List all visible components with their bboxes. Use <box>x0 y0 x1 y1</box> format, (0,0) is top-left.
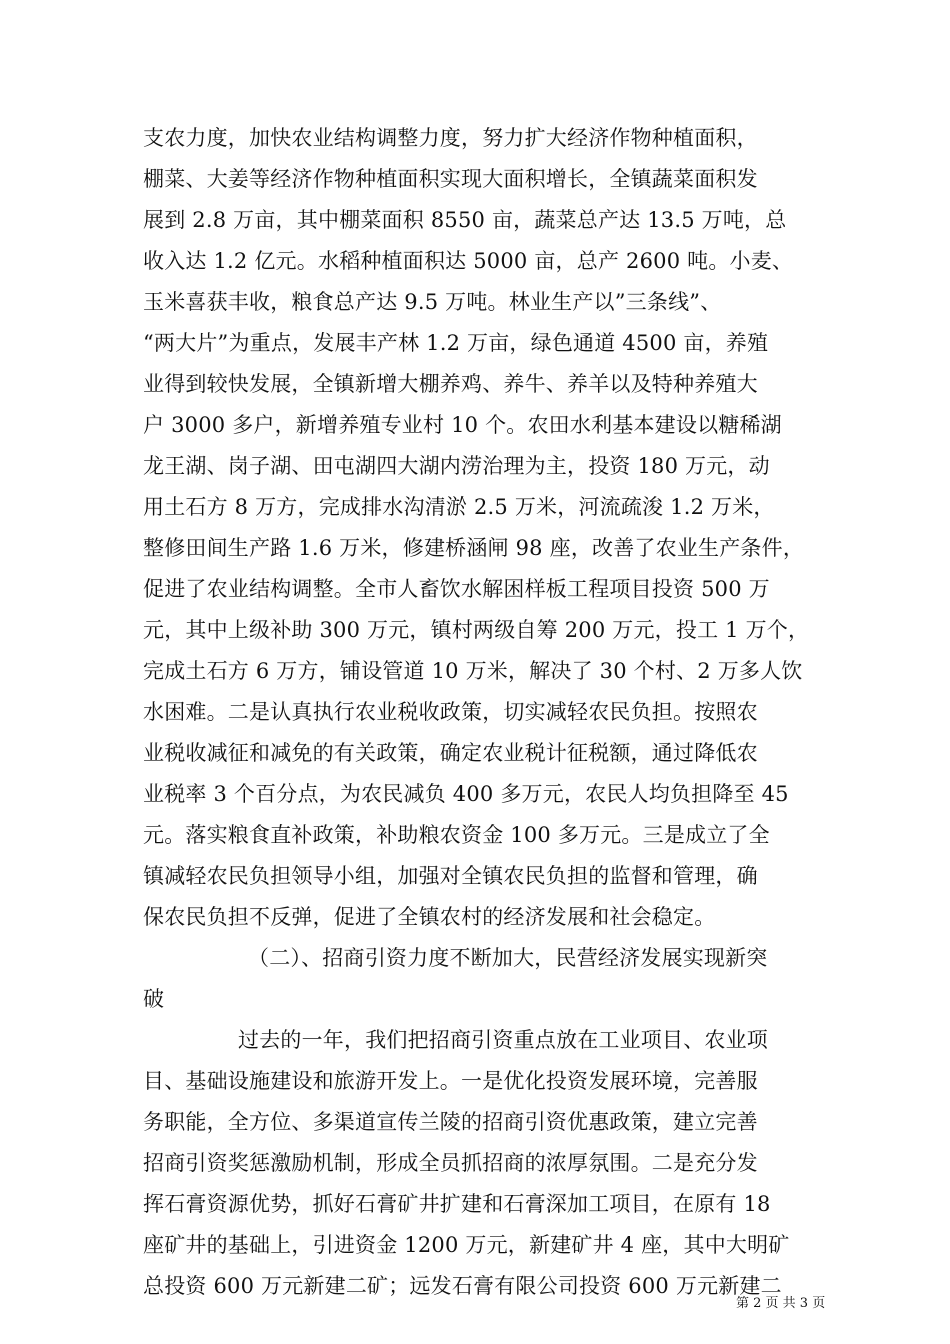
body-line: 用土石方 8 万方，完成排水沟清淤 2.5 万米，河流疏浚 1.2 万米， <box>143 495 775 519</box>
body-line: 座矿井的基础上，引进资金 1200 万元，新建矿井 4 座，其中大明矿 <box>143 1233 790 1257</box>
body-line: 龙王湖、岗子湖、田屯湖四大湖内涝治理为主，投资 180 万元，动 <box>143 454 770 478</box>
body-line: 玉米喜获丰收，粮食总产达 9.5 万吨。林业生产以”三条线”、 <box>143 290 722 314</box>
body-line: 棚菜、大姜等经济作物种植面积实现大面积增长，全镇蔬菜面积发 <box>143 167 758 191</box>
body-line: 业得到较快发展，全镇新增大棚养鸡、养牛、养羊以及特种养殖大 <box>143 372 758 396</box>
body-line: 务职能，全方位、多渠道宣传兰陵的招商引资优惠政策，建立完善 <box>143 1110 758 1134</box>
body-line: 业税收减征和减免的有关政策，确定农业税计征税额，通过降低农 <box>143 741 758 765</box>
body-line: 总投资 600 万元新建二矿；远发石膏有限公司投资 600 万元新建二 <box>143 1274 782 1298</box>
body-line: 展到 2.8 万亩，其中棚菜面积 8550 亩，蔬菜总产达 13.5 万吨，总 <box>143 208 787 232</box>
section-heading-continuation: 破 <box>143 987 165 1011</box>
body-line: 业税率 3 个百分点，为农民减负 400 多万元，农民人均负担降至 45 <box>143 782 789 806</box>
body-line: 户 3000 多户，新增养殖专业村 10 个。农田水利基本建设以糖稀湖 <box>143 413 782 437</box>
body-line: 元。落实粮食直补政策，补助粮农资金 100 多万元。三是成立了全 <box>143 823 770 847</box>
body-line: 水困难。二是认真执行农业税收政策，切实减轻农民负担。按照农 <box>143 700 758 724</box>
section-heading: （二）、招商引资力度不断加大，民营经济发展实现新突 <box>248 946 768 970</box>
body-line: 完成土石方 6 万方，铺设管道 10 万米，解决了 30 个村、2 万多人饮 <box>143 659 803 683</box>
body-line: 收入达 1.2 亿元。水稻种植面积达 5000 亩，总产 2600 吨。小麦、 <box>143 249 794 273</box>
body-line: 元，其中上级补助 300 万元，镇村两级自筹 200 万元，投工 1 万个， <box>143 618 810 642</box>
body-line: 整修田间生产路 1.6 万米，修建桥涵闸 98 座，改善了农业生产条件， <box>143 536 805 560</box>
body-line: 促进了农业结构调整。全市人畜饮水解困样板工程项目投资 500 万 <box>143 577 770 601</box>
page-number-footer: 第 2 页 共 3 页 <box>736 1296 826 1311</box>
body-line: 目、基础设施建设和旅游开发上。一是优化投资发展环境，完善服 <box>143 1069 758 1093</box>
body-line: 支农力度，加快农业结构调整力度，努力扩大经济作物种植面积， <box>143 126 758 150</box>
body-line: “两大片”为重点，发展丰产林 1.2 万亩，绿色通道 4500 亩，养殖 <box>143 331 769 355</box>
body-line: 招商引资奖惩激励机制，形成全员抓招商的浓厚氛围。二是充分发 <box>143 1151 758 1175</box>
body-line: 镇减轻农民负担领导小组，加强对全镇农民负担的监督和管理，确 <box>143 864 758 888</box>
body-line: 保农民负担不反弹，促进了全镇农村的经济发展和社会稳定。 <box>143 905 716 929</box>
paragraph-first-line: 过去的一年，我们把招商引资重点放在工业项目、农业项 <box>238 1028 768 1052</box>
body-line: 挥石膏资源优势，抓好石膏矿井扩建和石膏深加工项目，在原有 18 <box>143 1192 771 1216</box>
